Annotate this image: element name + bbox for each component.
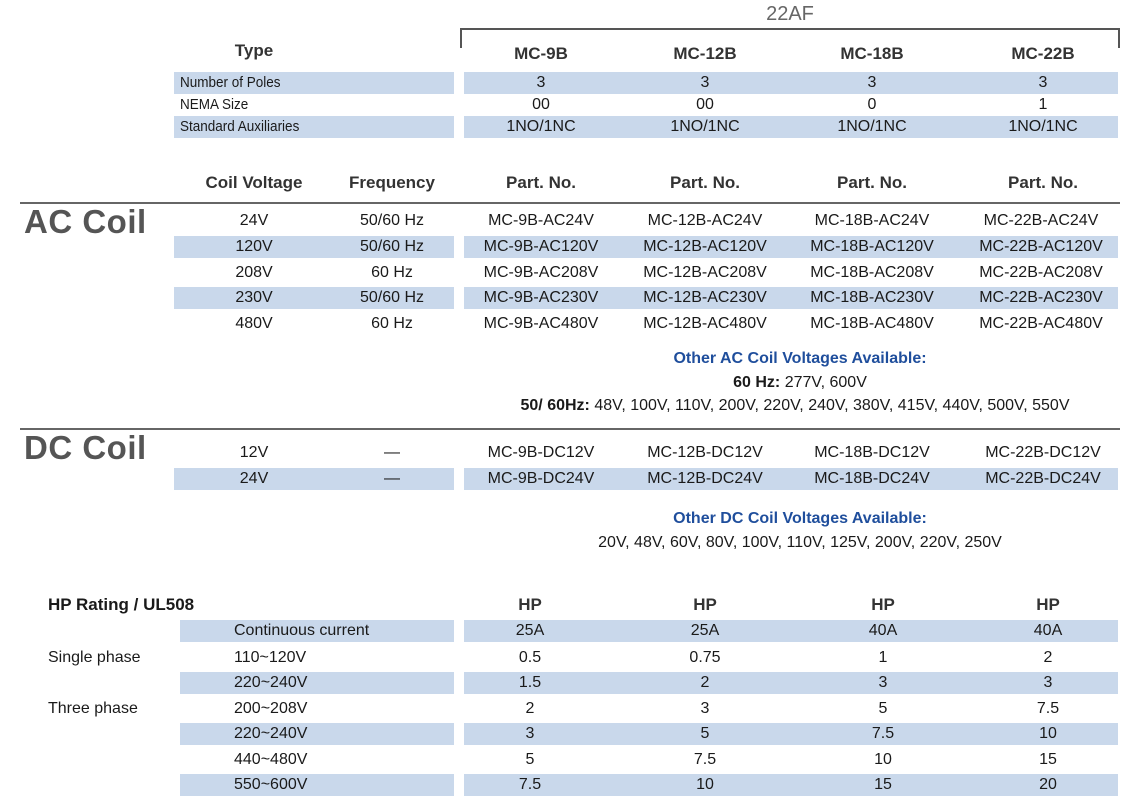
model-header-4: MC-22B [1011, 44, 1075, 63]
ac-coil-title: AC Coil [24, 203, 147, 240]
hp-row-label: 220~240V [234, 674, 308, 691]
spec-row-label: NEMA Size [180, 96, 249, 113]
spec-row-label: Number of Poles [180, 74, 281, 91]
hp-value: 2 [700, 674, 710, 691]
hp-value: 3 [878, 674, 888, 691]
hp-row-label: 220~240V [234, 725, 308, 742]
hp-value: 15 [874, 776, 892, 793]
ac-part-no: MC-22B-AC230V [979, 289, 1103, 306]
hp-value: 10 [1039, 725, 1057, 742]
family-label: 22AF [740, 2, 840, 26]
hp-value: 25A [515, 622, 545, 639]
hp-value: 7.5 [693, 751, 717, 768]
hp-band-2 [180, 672, 454, 694]
hp-value: 0.5 [518, 649, 542, 666]
hp-value: 1.5 [518, 674, 542, 691]
spec-value: 1NO/1NC [837, 118, 907, 135]
hp-value: 7.5 [871, 725, 895, 742]
ac-other-5060-label: 50/ 60Hz: [520, 397, 590, 414]
part-no-header-4: Part. No. [1008, 173, 1078, 192]
dc-other-title: Other DC Coil Voltages Available: [673, 510, 927, 527]
dc-section-rule [20, 428, 1120, 430]
spec-value: 1 [1038, 96, 1048, 113]
hp-value: 3 [1043, 674, 1053, 691]
ac-frequency: 50/60 Hz [359, 212, 425, 229]
model-header-1: MC-9B [514, 44, 568, 63]
ac-frequency: 50/60 Hz [359, 238, 425, 255]
ac-frequency: 60 Hz [371, 315, 413, 332]
hp-value: 3 [525, 725, 535, 742]
hp-value: 5 [878, 700, 888, 717]
spec-value: 00 [532, 96, 550, 113]
dc-part-no: MC-12B-DC24V [647, 470, 763, 487]
hp-value: 7.5 [1036, 700, 1060, 717]
model-header-3: MC-18B [840, 44, 904, 63]
ac-part-no: MC-9B-AC120V [483, 238, 599, 255]
spec-value: 1NO/1NC [670, 118, 740, 135]
hp-value: 40A [1033, 622, 1063, 639]
hp-value: 7.5 [518, 776, 542, 793]
hp-header-2: HP [693, 595, 717, 614]
hp-title: HP Rating / UL508 [48, 595, 195, 614]
ac-other-60-values: 277V, 600V [784, 374, 867, 391]
hp-value: 2 [1043, 649, 1053, 666]
dc-frequency: — [384, 444, 400, 461]
dc-part-no: MC-18B-DC12V [814, 444, 930, 461]
type-label: Type [234, 41, 274, 60]
dc-part-no: MC-12B-DC12V [647, 444, 763, 461]
hp-value: 5 [700, 725, 710, 742]
hp-value: 10 [874, 751, 892, 768]
dc-other-values: 20V, 48V, 60V, 80V, 100V, 110V, 125V, 200V, 220V, 250V [598, 534, 1002, 551]
spec-value: 00 [696, 96, 714, 113]
three-phase-label: Three phase [48, 700, 138, 717]
ac-part-no: MC-22B-AC480V [979, 315, 1103, 332]
ac-part-no: MC-18B-AC230V [810, 289, 934, 306]
hp-value: 15 [1039, 751, 1057, 768]
ac-part-no: MC-12B-AC24V [647, 212, 763, 229]
ac-part-no: MC-9B-AC208V [483, 264, 599, 281]
dc-part-no: MC-9B-DC12V [487, 444, 595, 461]
ac-part-no: MC-22B-AC120V [979, 238, 1103, 255]
spec-value: 3 [867, 74, 877, 91]
dc-part-no: MC-22B-DC12V [985, 444, 1101, 461]
spec-value: 3 [1038, 74, 1048, 91]
part-no-header-3: Part. No. [837, 173, 907, 192]
hp-value: 10 [696, 776, 714, 793]
hp-value: 0.75 [689, 649, 721, 666]
hp-value: 3 [700, 700, 710, 717]
ac-voltage: 24V [239, 212, 269, 229]
ac-part-no: MC-12B-AC230V [643, 289, 767, 306]
hp-row-label: 200~208V [234, 700, 308, 717]
ac-part-no: MC-22B-AC24V [983, 212, 1099, 229]
ac-part-no: MC-9B-AC230V [483, 289, 599, 306]
dc-part-no: MC-22B-DC24V [985, 470, 1101, 487]
hp-header-4: HP [1036, 595, 1060, 614]
ac-part-no: MC-9B-AC480V [483, 315, 599, 332]
ac-other-60-label: 60 Hz: [733, 374, 781, 391]
spec-value: 0 [867, 96, 877, 113]
dc-part-no: MC-9B-DC24V [487, 470, 595, 487]
hp-value: 5 [525, 751, 535, 768]
dc-voltage: 12V [239, 444, 269, 461]
spec-value: 1NO/1NC [506, 118, 576, 135]
ac-part-no: MC-22B-AC208V [979, 264, 1103, 281]
hp-row-label: 550~600V [234, 776, 308, 793]
ac-voltage: 480V [235, 315, 273, 332]
hp-value: 20 [1039, 776, 1057, 793]
ac-part-no: MC-12B-AC480V [643, 315, 767, 332]
spec-value: 3 [536, 74, 546, 91]
ac-part-no: MC-18B-AC480V [810, 315, 934, 332]
ac-voltage: 120V [235, 238, 273, 255]
ac-voltage: 230V [235, 289, 273, 306]
dc-coil-title: DC Coil [24, 429, 147, 466]
coil-voltage-header: Coil Voltage [205, 173, 303, 192]
hp-row-label: 440~480V [234, 751, 308, 768]
dc-frequency: — [384, 470, 400, 487]
spec-value: 3 [700, 74, 710, 91]
dc-voltage: 24V [239, 470, 269, 487]
ac-other-5060 [470, 395, 1120, 417]
hp-value: 2 [525, 700, 535, 717]
model-header-2: MC-12B [673, 44, 737, 63]
hp-band-6 [180, 774, 454, 796]
ac-part-no: MC-18B-AC208V [810, 264, 934, 281]
ac-part-no: MC-9B-AC24V [488, 212, 594, 229]
single-phase-label: Single phase [48, 649, 141, 666]
dc-part-no: MC-18B-DC24V [814, 470, 930, 487]
hp-value: 25A [690, 622, 720, 639]
ac-other-5060-values: 48V, 100V, 110V, 200V, 220V, 240V, 380V, 415V, 440V, 500V, 550V [594, 397, 1070, 414]
ac-part-no: MC-12B-AC120V [643, 238, 767, 255]
hp-row-label: 110~120V [234, 649, 307, 666]
hp-band-4 [180, 723, 454, 745]
part-no-header-2: Part. No. [670, 173, 740, 192]
part-no-header-1: Part. No. [506, 173, 576, 192]
ac-frequency: 50/60 Hz [359, 289, 425, 306]
ac-other-title: Other AC Coil Voltages Available: [673, 350, 927, 367]
ac-voltage: 208V [235, 264, 273, 281]
ac-section-rule [20, 202, 1120, 204]
hp-value: 1 [878, 649, 888, 666]
hp-row-label: Continuous current [234, 622, 370, 639]
hp-header-3: HP [871, 595, 895, 614]
ac-part-no: MC-18B-AC24V [814, 212, 930, 229]
spec-row-label: Standard Auxiliaries [180, 118, 300, 135]
ac-other-60 [560, 372, 1040, 394]
ac-frequency: 60 Hz [371, 264, 413, 281]
hp-value: 40A [868, 622, 898, 639]
frequency-header: Frequency [349, 173, 435, 192]
hp-header-1: HP [518, 595, 542, 614]
ac-part-no: MC-12B-AC208V [643, 264, 767, 281]
spec-value: 1NO/1NC [1008, 118, 1078, 135]
ac-part-no: MC-18B-AC120V [810, 238, 934, 255]
